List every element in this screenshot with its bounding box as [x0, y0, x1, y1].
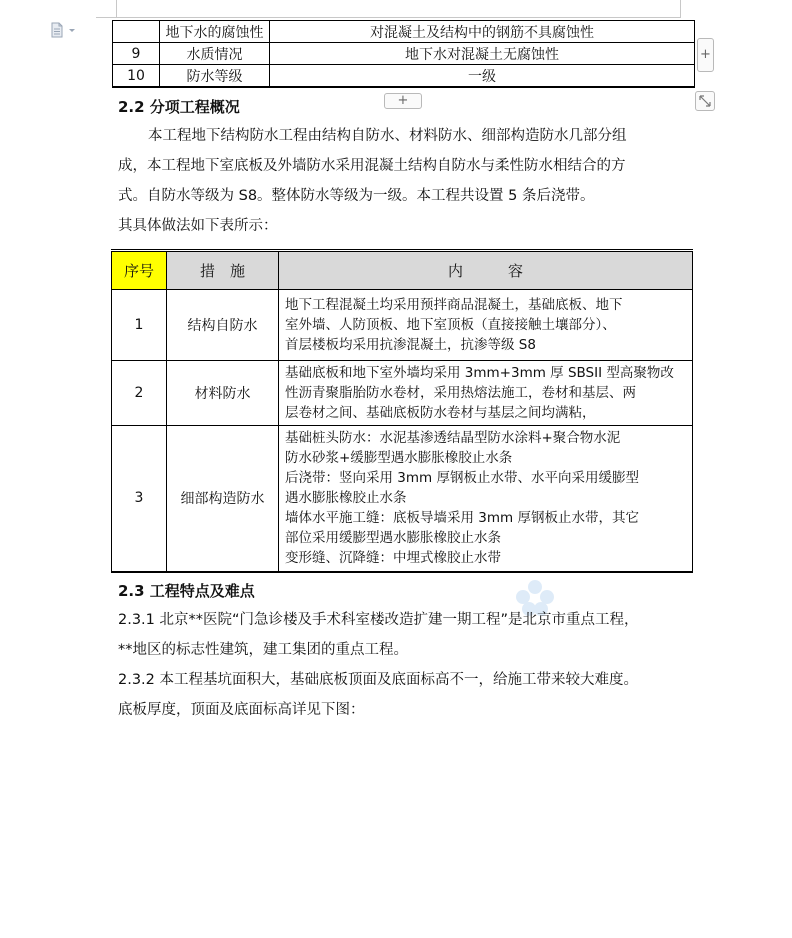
- content-line: 墙体水平施工缝：底板导墙采用 3mm 厚钢板止水带，其它: [285, 510, 639, 527]
- add-row-button[interactable]: +: [697, 38, 714, 72]
- margin-mark-top: [96, 17, 681, 18]
- row-number: 10: [113, 65, 160, 88]
- row-measure: 结构自防水: [167, 290, 279, 361]
- table-row: [113, 43, 695, 65]
- margin-mark-left: [116, 0, 117, 18]
- section-heading-2-2: 2.2 分项工程概况: [118, 98, 240, 116]
- paragraph-line: 本工程地下结构防水工程由结构自防水、材料防水、细部构造防水几部分组: [148, 128, 627, 144]
- table-row: [112, 426, 693, 572]
- paragraph-line: 2.3.1 北京**医院“门急诊楼及手术科室楼改造扩建一期工程”是北京市重点工程，: [118, 612, 639, 628]
- content-line: 性沥青聚脂胎防水卷材，采用热熔法施工，卷材和基层、两: [285, 385, 636, 401]
- row-content: 对混凝土及结构中的钢筋不具腐蚀性: [270, 21, 695, 43]
- table-header-row: [112, 251, 693, 290]
- content-line: 室外墙、人防顶板、地下室顶板（直接接触土壤部分）、: [285, 317, 616, 333]
- row-number: 3: [112, 426, 167, 572]
- content-line: 部位采用缓膨型遇水膨胀橡胶止水条: [285, 530, 501, 547]
- row-item: 防水等级: [160, 65, 270, 88]
- add-column-button[interactable]: +: [384, 93, 422, 109]
- paragraph-line: **地区的标志性建筑，建工集团的重点工程。: [118, 642, 408, 658]
- header-measure: 措 施: [167, 251, 279, 290]
- content-line: 层卷材之间、基础底板防水卷材与基层之间均满粘，: [285, 405, 596, 421]
- waterproofing-table: [111, 249, 693, 573]
- paragraph-line: 底板厚度，顶面及底面标高详见下图：: [118, 702, 365, 718]
- content-line: 地下工程混凝土均采用预拌商品混凝土，基础底板、地下: [285, 297, 623, 313]
- paragraph-line: 2.3.2 本工程基坑面积大，基础底板顶面及底面标高不一，给施工带来较大难度。: [118, 672, 639, 688]
- content-line: 后浇带：竖向采用 3mm 厚钢板止水带、水平向采用缓膨型: [285, 470, 639, 487]
- row-measure: 细部构造防水: [167, 426, 279, 572]
- row-number: [113, 21, 160, 43]
- row-item: 地下水的腐蚀性: [160, 21, 270, 43]
- table-row: [112, 290, 693, 361]
- row-number: 9: [113, 43, 160, 65]
- document-icon[interactable]: [50, 22, 78, 38]
- content-line: 变形缝、沉降缝：中埋式橡胶止水带: [285, 550, 501, 567]
- row-measure: 材料防水: [167, 361, 279, 426]
- row-number: 1: [112, 290, 167, 361]
- header-content: 内 容: [279, 251, 693, 290]
- section-heading-2-3: 2.3 工程特点及难点: [118, 582, 255, 600]
- paragraph-line: 其具体做法如下表所示：: [118, 218, 278, 234]
- row-content: [279, 426, 693, 572]
- row-content: [279, 290, 693, 361]
- row-content: [279, 361, 693, 426]
- header-number: 序号: [112, 251, 167, 290]
- hydrogeology-table: [112, 20, 695, 88]
- content-line: 基础桩头防水：水泥基渗透结晶型防水涂料+聚合物水泥: [285, 430, 621, 447]
- table-row: [113, 21, 695, 43]
- resize-icon: [696, 92, 714, 110]
- table-resize-handle[interactable]: [695, 91, 715, 111]
- row-number: 2: [112, 361, 167, 426]
- paragraph-line: 成，本工程地下室底板及外墙防水采用混凝土结构自防水与柔性防水相结合的方: [118, 158, 626, 174]
- row-content: 地下水对混凝土无腐蚀性: [270, 43, 695, 65]
- table-row: [113, 65, 695, 88]
- section-2-2-body: [118, 121, 698, 241]
- content-line: 基础底板和地下室外墙均采用 3mm+3mm 厚 SBSII 型高聚物改: [285, 365, 674, 381]
- content-line: 首层楼板均采用抗渗混凝土，抗渗等级 S8: [285, 337, 536, 353]
- margin-mark-right: [680, 0, 681, 18]
- section-2-3-body: [118, 605, 718, 725]
- row-item: 水质情况: [160, 43, 270, 65]
- content-line: 防水砂浆+缓膨型遇水膨胀橡胶止水条: [285, 450, 513, 467]
- paragraph-line: 式。自防水等级为 S8。整体防水等级为一级。本工程共设置 5 条后浇带。: [118, 188, 595, 204]
- row-content: 一级: [270, 65, 695, 88]
- content-line: 遇水膨胀橡胶止水条: [285, 490, 407, 507]
- table-row: [112, 361, 693, 426]
